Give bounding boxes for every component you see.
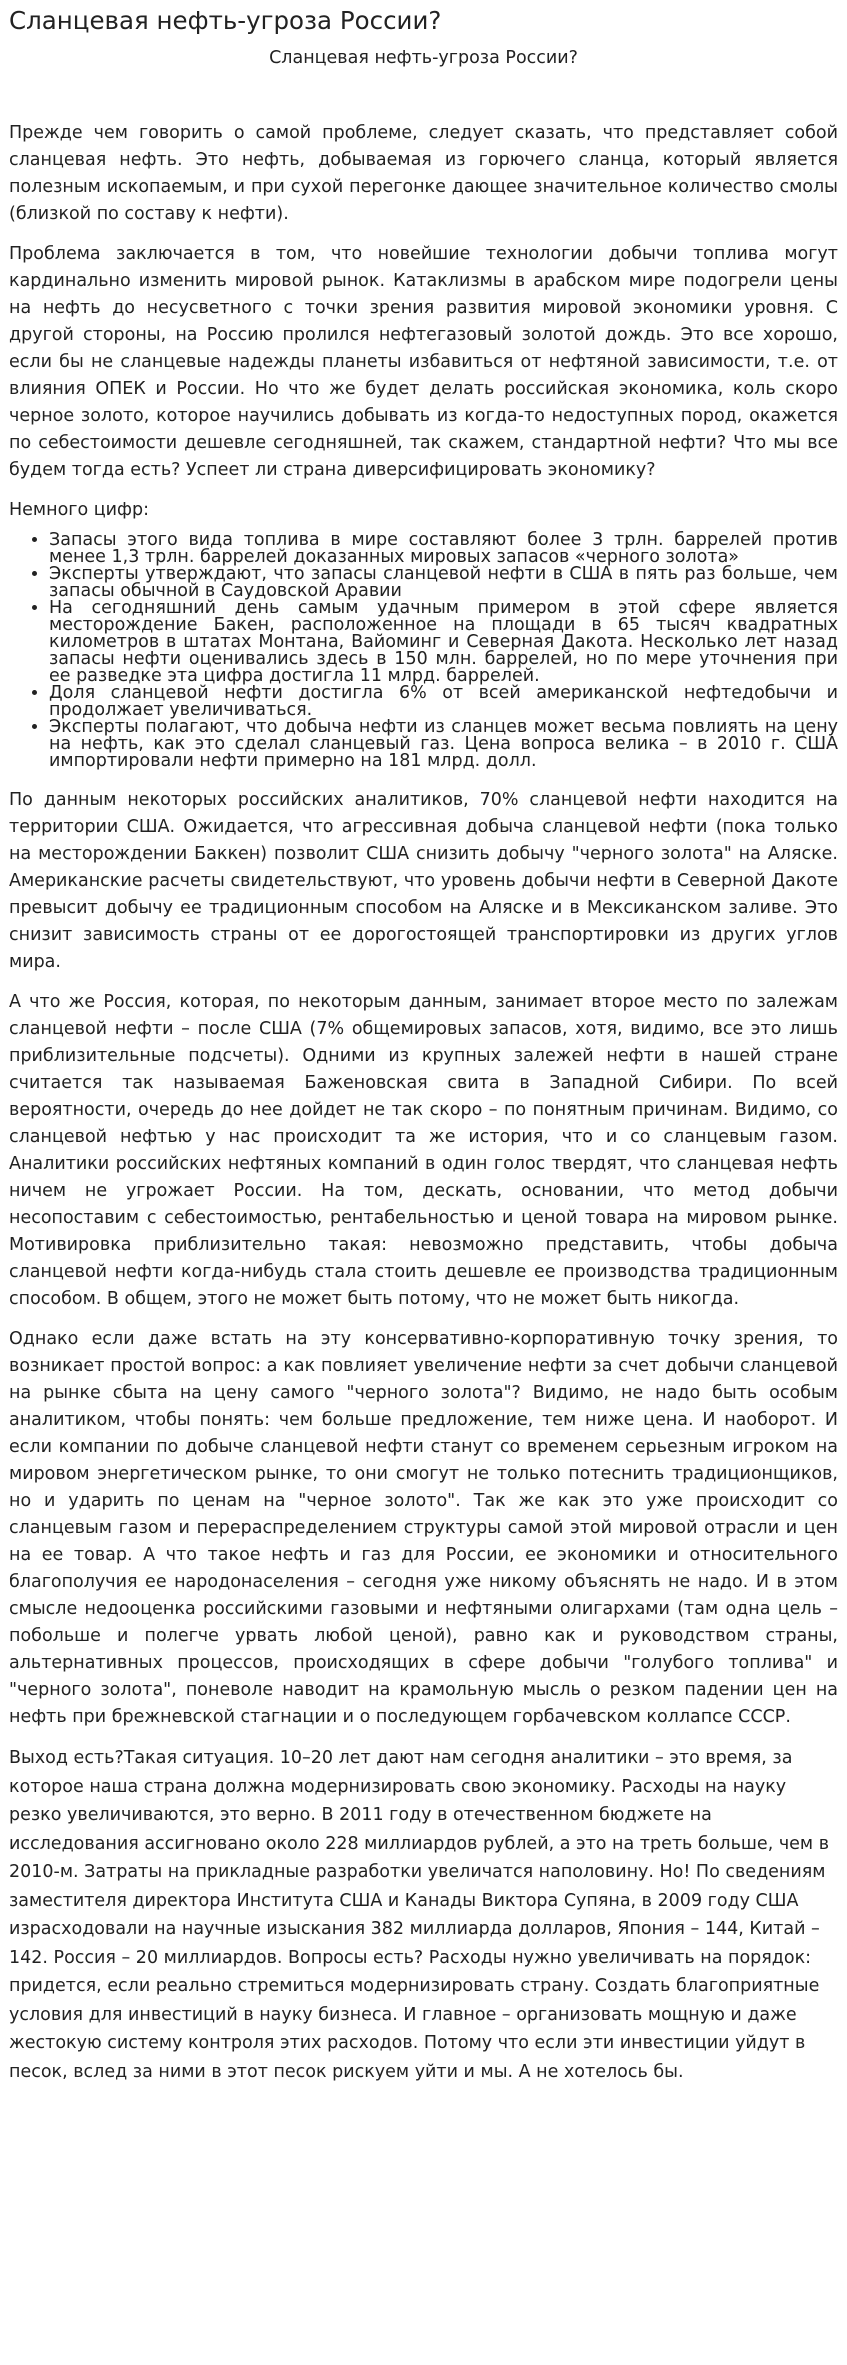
page-title: Сланцевая нефть-угроза России? <box>9 6 442 35</box>
intro-paragraph: Прежде чем говорить о самой проблеме, следует сказать, что представляет собой сланцевая нефть. Это нефть, добываемая из горючего сланца, который является полезным ископаемым, и при сухой перегонке дающее значительное количество смолы (близкой по составу к нефти). <box>9 123 838 224</box>
article-subtitle: Сланцевая нефть-угроза России? <box>269 48 578 68</box>
conclusion-paragraph: Выход есть?Такая ситуация. 10–20 лет дают нам сегодня аналитики – это время, за которое наша страна должна модернизировать свою экономику. Расходы на науку резко увеличиваются, это верно. В 2011 году в отечественном бюджете на исследования ассигновано около 228 миллиардов рублей, а это на треть больше, чем в 2010-м. Затраты на прикладные разработки увеличатся наполовину. Но! По сведениям заместителя директора Института США и Канады Виктора Супяна, в 2009 году США израсходовали на научные изыскания 382 миллиарда долларов, Япония – 144, Китай – 142. Россия – 20 миллиардов. Вопросы есть? Расходы нужно увеличивать на порядок: придется, если реально стремиться модернизировать страну. Создать благоприятные условия для инвестиций в науку бизнеса. И главное – организовать мощную и даже жестокую систему контроля этих расходов. Потому что если эти инвестиции уйдут в песок, вслед за ними в этот песок рискуем уйти и мы. А не хотелось бы. <box>9 1748 830 2082</box>
article-body <box>9 120 838 2086</box>
facts-list <box>9 532 838 770</box>
list-item: • Доля сланцевой нефти достигла 6% от всей американской нефтедобычи и продолжает увеличиваться. <box>49 685 838 719</box>
problem-paragraph: Проблема заключается в том, что новейшие технологии добычи топлива могут кардинально изменить мировой рынок. Катаклизмы в арабском мире подогрели цены на нефть до несусветного с точки зрения развития мировой экономики уровня. С другой стороны, на Россию пролился нефтегазовый золотой дождь. Это все хорошо, если бы не сланцевые надежды планеты избавиться от нефтяной зависимости, т.е. от влияния ОПЕК и России. Но что же будет делать российская экономика, коль скоро черное золото, которое научились добывать из когда-то недоступных пород, окажется по себестоимости дешевле сегодняшней, так скажем, стандартной нефти? Что мы все будем тогда есть? Успеет ли страна диверсифицировать экономику? <box>9 244 838 480</box>
list-item: • Эксперты утверждают, что запасы сланцевой нефти в США в пять раз больше, чем запасы обычной в Саудовской Аравии <box>49 566 838 600</box>
usa-paragraph: По данным некоторых российских аналитиков, 70% сланцевой нефти находится на территории США. Ожидается, что агрессивная добыча сланцевой нефти (пока только на месторождении Баккен) позволит США снизить добычу "черного золота" на Аляске. Американские расчеты свидетельствуют, что уровень добычи нефти в Северной Дакоте превысит добычу ее традиционным способом на Аляске и в Мексиканском заливе. Это снизит зависимость страны от ее дорогостоящей транспортировки из других углов мира. <box>9 790 838 972</box>
figures-heading: Немного цифр: <box>9 500 149 520</box>
market-paragraph: Однако если даже встать на эту консервативно-корпоративную точку зрения, то возникает простой вопрос: а как повлияет увеличение нефти за счет добычи сланцевой на рынке сбыта на цену самого "черного золота"? Видимо, не надо быть особым аналитиком, чтобы понять: чем больше предложение, тем ниже цена. И наоборот. И если компании по добыче сланцевой нефти станут со временем серьезным игроком на мировом энергетическом рынке, то они смогут не только потеснить традиционщиков, но и ударить по ценам на "черное золото". Так же как это уже происходит со сланцевым газом и перераспределением структуры самой этой мировой отрасли и цен на ее товар. А что такое нефть и газ для России, ее экономики и относительного благополучия ее народонаселения – сегодня уже никому объяснять не надо. И в этом смысле недооценка российскими газовыми и нефтяными олигархами (там одна цель – побольше и полегче урвать любой ценой), равно как и руководством страны, альтернативных процессов, происходящих в сфере добычи "голубого топлива" и "черного золота", поневоле наводит на крамольную мысль о резком падении цен на нефть при брежневской стагнации и о последующем горбачевском коллапсе СССР. <box>9 1329 838 1727</box>
russia-paragraph: А что же Россия, которая, по некоторым данным, занимает второе место по залежам сланцевой нефти – после США (7% общемировых запасов, хотя, видимо, все это лишь приблизительные подсчеты). Одними из крупных залежей нефти в нашей стране считается так называемая Баженовская свита в Западной Сибири. По всей вероятности, очередь до нее дойдет не так скоро – по понятным причинам. Видимо, со сланцевой нефтью у нас происходит та же история, что и со сланцевым газом. Аналитики российских нефтяных компаний в один голос твердят, что сланцевая нефть ничем не угрожает России. На том, дескать, основании, что метод добычи несопоставим с себестоимостью, рентабельностью и ценой товара на мировом рынке. Мотивировка приблизительно такая: невозможно представить, чтобы добыча сланцевой нефти когда-нибудь стала стоить дешевле ее производства традиционным способом. В общем, этого не может быть потому, что не может быть никогда. <box>9 992 838 1309</box>
list-item: • На сегодняшний день самым удачным примером в этой сфере является месторождение Бакен, расположенное на площади в 65 тысяч квадратных километров в штатах Монтана, Вайоминг и Северная Дакота. Несколько лет назад запасы нефти оценивались здесь в 150 млн. баррелей, но по мере уточнения при ее разведке эта цифра достигла 11 млрд. баррелей. <box>49 600 838 685</box>
list-item: • Эксперты полагают, что добыча нефти из сланцев может весьма повлиять на цену на нефть, как это сделал сланцевый газ. Цена вопроса велика – в 2010 г. США импортировали нефти примерно на 181 млрд. долл. <box>49 719 838 770</box>
list-item: • Запасы этого вида топлива в мире составляют более 3 трлн. баррелей против менее 1,3 трлн. баррелей доказанных мировых запасов «черного золота» <box>49 532 838 566</box>
